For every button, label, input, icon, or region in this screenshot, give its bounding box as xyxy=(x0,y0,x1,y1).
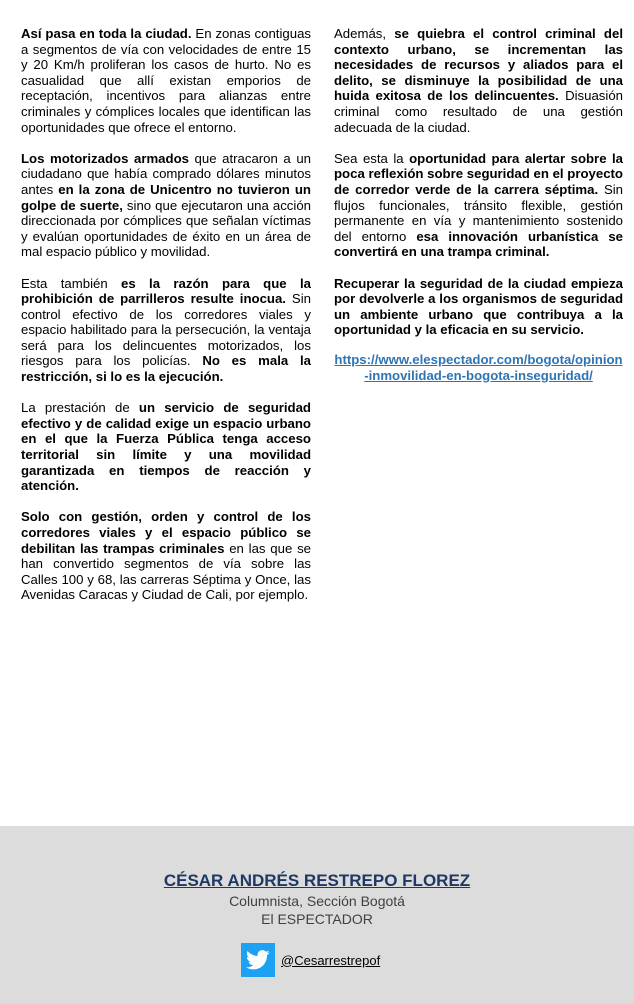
body-text: Sin flujos funcionales, tránsito flexible, gestión permanente en vía y mantenimiento sostenido del entorno xyxy=(334,181,624,244)
source-link[interactable]: https://www.elespectador.com/bogota/opinion-inmovilidad-en-bogota-inseguridad/ xyxy=(334,352,623,383)
twitter-handle[interactable]: @Cesarrestrepof xyxy=(281,952,381,968)
paragraph xyxy=(21,509,311,603)
bold-text: oportunidad para alertar sobre la poca reflexión sobre seguridad en el proyecto de corredor verde de la carrera séptima. xyxy=(334,150,623,197)
author-outlet: El ESPECTADOR xyxy=(261,911,373,927)
bold-text: No es mala la restricción, si lo es la ejecución. xyxy=(21,353,311,385)
twitter-icon[interactable] xyxy=(241,943,275,977)
source-link-block xyxy=(334,352,623,383)
body-text: en las que se han convertido segmentos de vía sobre las Calles 100 y 68, las carreras Séptima y Once, las Avenidas Caracas y Ciudad de Cali, por ejemplo. xyxy=(21,540,311,603)
body-text: La prestación de xyxy=(21,400,139,416)
body-text: Sin control efectivo de los corredores viales y espacio habilitado para la persecución, la ventaja será para los delincuentes motorizados, los riesgos para los policías. xyxy=(21,291,311,369)
body-text: sino que ejecutaron una acción direccionada por cómplices que señalan víctimas y evalúan oportunidades de éxito en un área de mal espacio público y movilidad. xyxy=(21,197,311,260)
body-text: En zonas contiguas a segmentos de vía con velocidades de entre 15 y 20 Km/h proliferan los casos de hurto. No es casualidad que allí existan emporios de receptación, incentivos para alianzas entre criminales y cómplices locales que identifican las oportunidades que ofrece el entorno. xyxy=(21,26,311,135)
paragraph xyxy=(21,400,311,494)
author-role: Columnista, Sección Bogotá xyxy=(229,893,405,909)
bold-text: en la zona de Unicentro no tuvieron un golpe de suerte, xyxy=(21,181,311,213)
right-column xyxy=(334,26,623,353)
bold-text: es la razón para que la prohibición de parrilleros resulte inocua. xyxy=(21,275,311,307)
bold-text: se quiebra el control criminal del contexto urbano, se incrementan las necesidades de recursos y aliados para el delito, se disminuye la posibilidad de una huida exitosa de los delincuentes. xyxy=(334,26,623,104)
body-text: Sea esta la xyxy=(334,150,410,166)
author-name: CÉSAR ANDRÉS RESTREPO FLOREZ xyxy=(163,871,471,890)
footer xyxy=(0,826,634,1004)
paragraph xyxy=(21,26,311,135)
paragraph xyxy=(334,276,623,338)
bold-text: Solo con gestión, orden y control de los corredores viales y el espacio público se debilitan las trampas criminales xyxy=(21,509,311,556)
paragraph xyxy=(334,151,623,260)
body-text: Esta también xyxy=(21,275,122,291)
paragraph xyxy=(21,151,311,260)
body-text: Disuasión criminal como resultado de una gestión adecuada de la ciudad. xyxy=(334,88,623,135)
bold-text: un servicio de seguridad efectivo y de calidad exige un espacio urbano en el que la Fuerza Pública tenga acceso territorial sin límite y una movilidad garantizada en tiempos de reacción y atención. xyxy=(21,400,311,494)
bold-text: Recuperar la seguridad de la ciudad empieza por devolverle a los organismos de seguridad un ambiente urbano que contribuya a la oportunidad y la eficacia en su servicio. xyxy=(334,275,623,338)
body-text: Además, xyxy=(334,26,395,41)
bold-text: Así pasa en toda la ciudad. xyxy=(21,26,192,41)
social-link[interactable] xyxy=(241,943,380,977)
paragraph xyxy=(334,26,623,135)
paragraph xyxy=(21,276,311,385)
bold-text: esa innovación urbanística se convertirá en una trampa criminal. xyxy=(334,228,623,260)
body-text: que atracaron a un ciudadano que había comprado dólares minutos antes xyxy=(21,150,311,197)
bold-text: Los motorizados armados xyxy=(21,150,189,166)
left-column xyxy=(21,26,311,619)
